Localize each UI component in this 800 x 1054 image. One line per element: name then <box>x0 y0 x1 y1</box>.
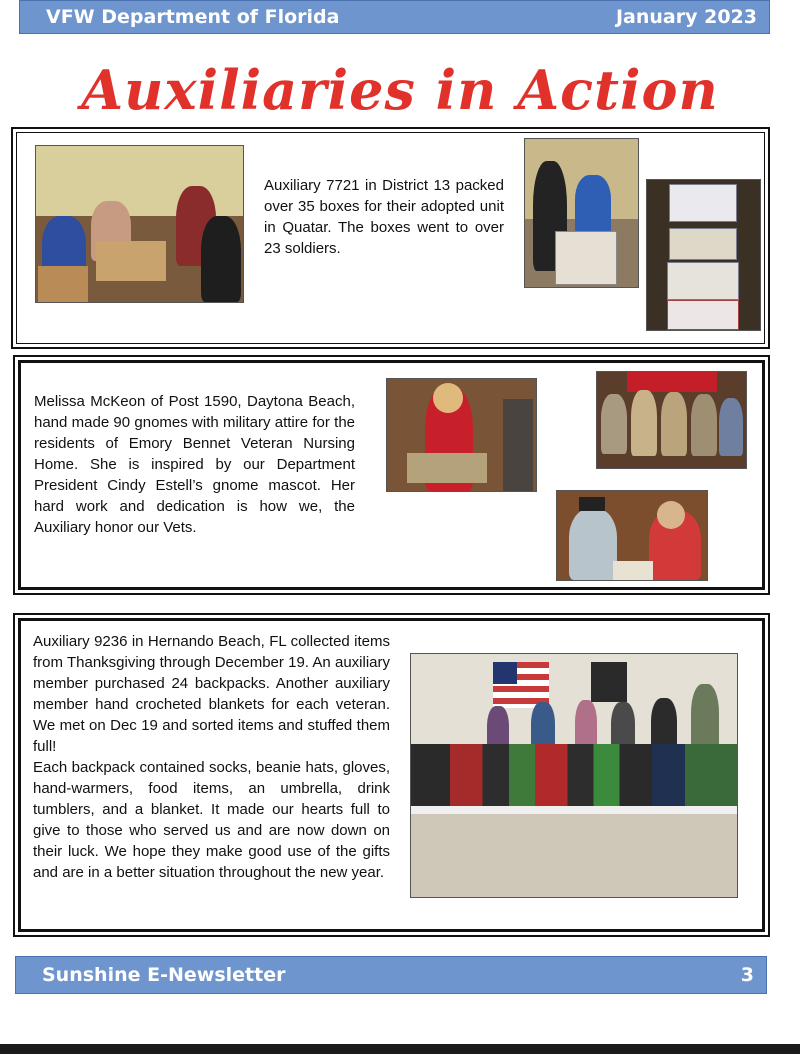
issue-date: January 2023 <box>615 6 757 28</box>
photo-packing-boxes <box>35 145 244 303</box>
footer-bar <box>15 956 767 994</box>
org-name: VFW Department of Florida <box>46 6 340 28</box>
page-number: 3 <box>740 964 754 986</box>
section3-paragraph-2: Each backpack contained socks, beanie hats, gloves, hand-warmers, food items, an umbrella, drink tumblers, and a blanket. It made our hearts full to give to those who served us and are now down on their luck. We hope they make good use of the gifts and are in a better situation throughout the new year. <box>33 759 390 881</box>
photo-gnomes-closeup <box>596 371 747 469</box>
newsletter-name: Sunshine E-Newsletter <box>42 964 286 986</box>
photo-backpack-group <box>410 653 738 898</box>
section3-text <box>33 631 390 883</box>
section3-paragraph-1: Auxiliary 9236 in Hernando Beach, FL collected items from Thanksgiving through December 19. An auxiliary member purchased 24 backpacks. Another auxiliary member hand crocheted blankets for each veteran. We met on Dec 19 and sorted items and stuffed them full! <box>33 633 390 755</box>
photo-two-women-box <box>524 138 639 288</box>
section-auxiliary-7721 <box>11 127 770 349</box>
bottom-edge-strip <box>0 1044 800 1054</box>
section-auxiliary-9236 <box>13 613 770 937</box>
header-bar <box>19 0 770 34</box>
photo-veteran-and-woman <box>556 490 708 581</box>
section2-text: Melissa McKeon of Post 1590, Daytona Beach, hand made 90 gnomes with military attire for the residents of Emory Bennet Veteran Nursing Home. She is inspired by our Department President Cindy Estell’s gnome mascot. Her hard work and dedication is how we, the Auxiliary honor our Vets. <box>34 393 355 536</box>
section-post-1590-gnomes <box>13 355 770 595</box>
photo-woman-with-gnomes <box>386 378 537 492</box>
photo-stacked-boxes <box>646 179 761 331</box>
page-title: Auxiliaries in Action <box>81 58 719 122</box>
section1-text: Auxiliary 7721 in District 13 packed over 35 boxes for their adopted unit in Quatar. The boxes went to over 23 soldiers. <box>264 177 504 257</box>
